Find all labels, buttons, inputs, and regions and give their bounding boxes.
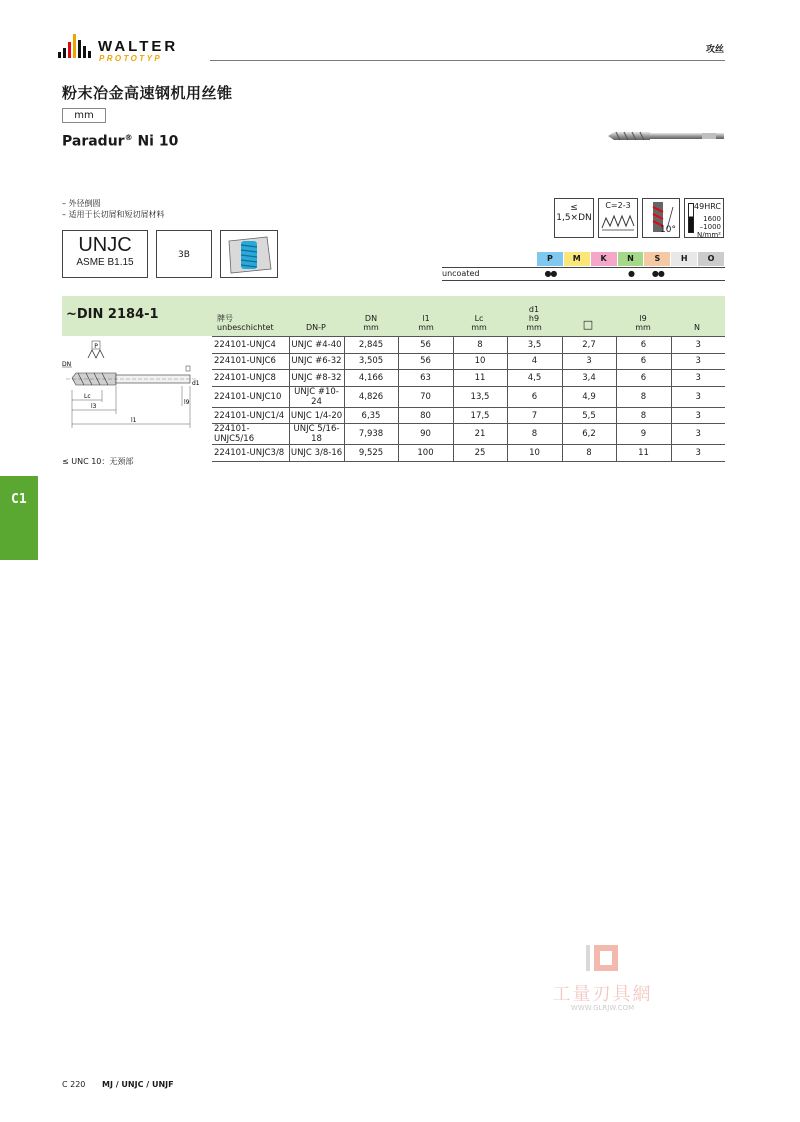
cell-thread: UNJC #6-32 — [289, 353, 344, 370]
thread-standard: ASME B1.15 — [76, 257, 134, 268]
material-group-o: O — [698, 252, 725, 266]
rating-n: ● — [628, 269, 634, 278]
cell-designation: 224101-UNJC5/16 — [212, 424, 289, 445]
square-icon: □ — [582, 318, 594, 331]
tolerance-box: 3B — [156, 230, 212, 278]
material-rating-row — [442, 267, 725, 281]
strength-min: –1000 — [699, 223, 721, 231]
logo-subtitle: PROTOTYP — [99, 54, 163, 63]
col-l9-unit: mm — [635, 323, 651, 332]
cell-l1: 100 — [398, 445, 453, 462]
cell-l1: 63 — [398, 370, 453, 387]
cell-d1: 6 — [507, 386, 562, 407]
strength-unit: N/mm² — [696, 231, 721, 239]
cell-thread: UNJC 1/4-20 — [289, 407, 344, 424]
cell-lc: 8 — [453, 337, 507, 354]
material-group-m: M — [564, 252, 591, 266]
col-n: N — [694, 323, 700, 332]
col-d1-label: d1 — [528, 305, 540, 314]
cell-thread: UNJC #8-32 — [289, 370, 344, 387]
page-title: 粉末冶金高速钢机用丝锥 — [62, 84, 233, 102]
cell-l1: 90 — [398, 424, 453, 445]
cell-n: 3 — [671, 424, 725, 445]
table-row — [212, 370, 725, 387]
cell-lc: 21 — [453, 424, 507, 445]
cell-l9: 8 — [616, 407, 671, 424]
unit-badge: mm — [62, 108, 106, 123]
cell-l9: 6 — [616, 370, 671, 387]
rating-k — [591, 268, 618, 280]
table-row — [212, 353, 725, 370]
col-thread: DN-P — [306, 323, 326, 332]
cell-l1: 80 — [398, 407, 453, 424]
depth-value: 1,5×DN — [556, 213, 592, 223]
table-row — [212, 407, 725, 424]
depth-symbol: ≤ — [570, 203, 578, 213]
cell-d1: 10 — [507, 445, 562, 462]
col-d1-tol: h9 — [528, 314, 540, 323]
cell-dn: 9,525 — [344, 445, 398, 462]
col-l1-unit: mm — [418, 323, 434, 332]
header-divider — [210, 60, 725, 61]
col-lc-unit: mm — [471, 323, 487, 332]
hardness-scale-icon — [688, 203, 694, 233]
cell-d1: 4,5 — [507, 370, 562, 387]
col-lc — [470, 314, 488, 332]
table-row — [212, 337, 725, 354]
cell-dn: 3,505 — [344, 353, 398, 370]
dim-l1: l1 — [131, 417, 137, 424]
cell-n: 3 — [671, 370, 725, 387]
cell-thread: UNJC #10-24 — [289, 386, 344, 407]
col-l9-label: l9 — [639, 314, 647, 323]
tap-tool-image — [606, 128, 726, 144]
hardness-icon — [684, 198, 724, 238]
col-l1 — [417, 314, 435, 332]
watermark — [530, 942, 675, 1022]
cell-lc: 11 — [453, 370, 507, 387]
helix-angle-icon — [642, 198, 680, 238]
product-name — [62, 133, 178, 150]
chamfer-value: C=2-3 — [605, 201, 631, 210]
cell-lc: 25 — [453, 445, 507, 462]
cell-dn: 4,166 — [344, 370, 398, 387]
chapter-tab-label: C1 — [11, 492, 27, 507]
col-l1-label: l1 — [422, 314, 430, 323]
cell-d1: 8 — [507, 424, 562, 445]
material-group-h: H — [671, 252, 698, 266]
cell-l9: 8 — [616, 386, 671, 407]
material-group-n: N — [618, 252, 645, 266]
material-group-p: P — [537, 252, 564, 266]
cell-l9: 11 — [616, 445, 671, 462]
feature-item: – 外径倒圆 — [62, 199, 101, 208]
cell-lc: 10 — [453, 353, 507, 370]
hardness-value: 49HRC — [694, 202, 721, 211]
cell-l9: 6 — [616, 337, 671, 354]
strength-max: 1600 — [703, 215, 721, 223]
walter-logo — [58, 30, 208, 70]
product-brand: Paradur — [62, 133, 125, 150]
cell-l1: 70 — [398, 386, 453, 407]
section-label: 攻丝 — [705, 45, 724, 55]
dim-l9: l9 — [184, 399, 190, 406]
registered-mark: ® — [124, 133, 133, 142]
chapter-tab[interactable] — [0, 476, 38, 560]
table-header-band — [62, 296, 725, 336]
cell-l9: 9 — [616, 424, 671, 445]
cell-designation: 224101-UNJC10 — [212, 386, 289, 407]
col-l9 — [634, 314, 652, 332]
cell-square: 5,5 — [562, 407, 616, 424]
cell-thread: UNJC 3/8-16 — [289, 445, 344, 462]
cell-n: 3 — [671, 337, 725, 354]
footnote: ≤ UNC 10：无颈部 — [62, 457, 134, 466]
product-suffix: Ni 10 — [132, 133, 179, 150]
cell-dn: 7,938 — [344, 424, 398, 445]
cell-designation: 224101-UNJC1/4 — [212, 407, 289, 424]
cell-designation: 224101-UNJC3/8 — [212, 445, 289, 462]
logo-wordmark: WALTER — [98, 38, 179, 55]
material-group-s: S — [644, 252, 671, 266]
cell-lc: 13,5 — [453, 386, 507, 407]
cell-n: 3 — [671, 407, 725, 424]
chamfer-form-icon — [598, 198, 638, 238]
feature-list — [62, 198, 165, 220]
cell-l1: 56 — [398, 353, 453, 370]
watermark-text: 工量刃具網 — [552, 984, 653, 1005]
feature-item: – 适用于长切屑和短切屑材料 — [62, 210, 165, 219]
cell-n: 3 — [671, 353, 725, 370]
cell-designation: 224101-UNJC6 — [212, 353, 289, 370]
table-row — [212, 424, 725, 445]
cell-lc: 17,5 — [453, 407, 507, 424]
cell-square: 8 — [562, 445, 616, 462]
cell-square: 3,4 — [562, 370, 616, 387]
col-dn-unit: mm — [363, 323, 379, 332]
din-standard: ~DIN 2184-1 — [66, 307, 159, 322]
rating-s: ●● — [651, 269, 664, 278]
tap-dimension-drawing — [58, 338, 206, 430]
cell-square: 2,7 — [562, 337, 616, 354]
footer-reference: MJ / UNJC / UNJF — [102, 1080, 174, 1089]
rating-p: ●● — [544, 269, 557, 278]
material-group-k: K — [591, 252, 618, 266]
dim-lc: Lc — [84, 393, 91, 400]
cell-n: 3 — [671, 445, 725, 462]
cell-l9: 6 — [616, 353, 671, 370]
dim-d1: d1 — [192, 380, 200, 387]
cell-d1: 7 — [507, 407, 562, 424]
col-lc-label: Lc — [474, 314, 484, 323]
cell-designation: 224101-UNJC4 — [212, 337, 289, 354]
cell-thread: UNJC #4-40 — [289, 337, 344, 354]
col-designation-de: unbeschichtet — [217, 323, 274, 332]
cell-designation: 224101-UNJC8 — [212, 370, 289, 387]
page-number: C 220 — [62, 1080, 86, 1089]
coating-label: uncoated — [442, 269, 480, 278]
rating-m — [564, 268, 591, 280]
cell-dn: 4,826 — [344, 386, 398, 407]
col-d1-unit: mm — [526, 323, 542, 332]
rating-o — [698, 268, 725, 280]
watermark-logo-icon — [582, 942, 622, 976]
cell-dn: 2,845 — [344, 337, 398, 354]
material-group-header — [537, 252, 725, 266]
col-d1 — [525, 305, 543, 332]
col-dn-label: DN — [364, 314, 378, 323]
col-designation-cn: 牌号 — [217, 314, 233, 323]
threaded-hole-icon — [220, 230, 278, 278]
cell-square: 3 — [562, 353, 616, 370]
col-designation — [217, 314, 274, 332]
thread-type: UNJC — [78, 234, 132, 256]
cell-n: 3 — [671, 386, 725, 407]
cell-square: 4,9 — [562, 386, 616, 407]
logo-bars-icon — [58, 32, 94, 58]
col-dn — [362, 314, 380, 332]
dim-dn: DN — [62, 361, 72, 368]
cell-thread: UNJC 5/16-18 — [289, 424, 344, 445]
dim-l3: l3 — [91, 403, 97, 410]
watermark-url: WWW.GLRJW.COM — [570, 1004, 635, 1012]
cell-square: 6,2 — [562, 424, 616, 445]
thread-type-box — [62, 230, 148, 278]
table-row — [212, 386, 725, 407]
cell-l1: 56 — [398, 337, 453, 354]
cell-d1: 4 — [507, 353, 562, 370]
cell-d1: 3,5 — [507, 337, 562, 354]
table-row — [212, 445, 725, 462]
product-table — [212, 336, 725, 462]
thread-depth-icon — [554, 198, 594, 238]
rating-h — [671, 268, 698, 280]
cell-dn: 6,35 — [344, 407, 398, 424]
dim-p: P — [94, 343, 98, 350]
helix-angle-value: 10° — [660, 225, 676, 235]
